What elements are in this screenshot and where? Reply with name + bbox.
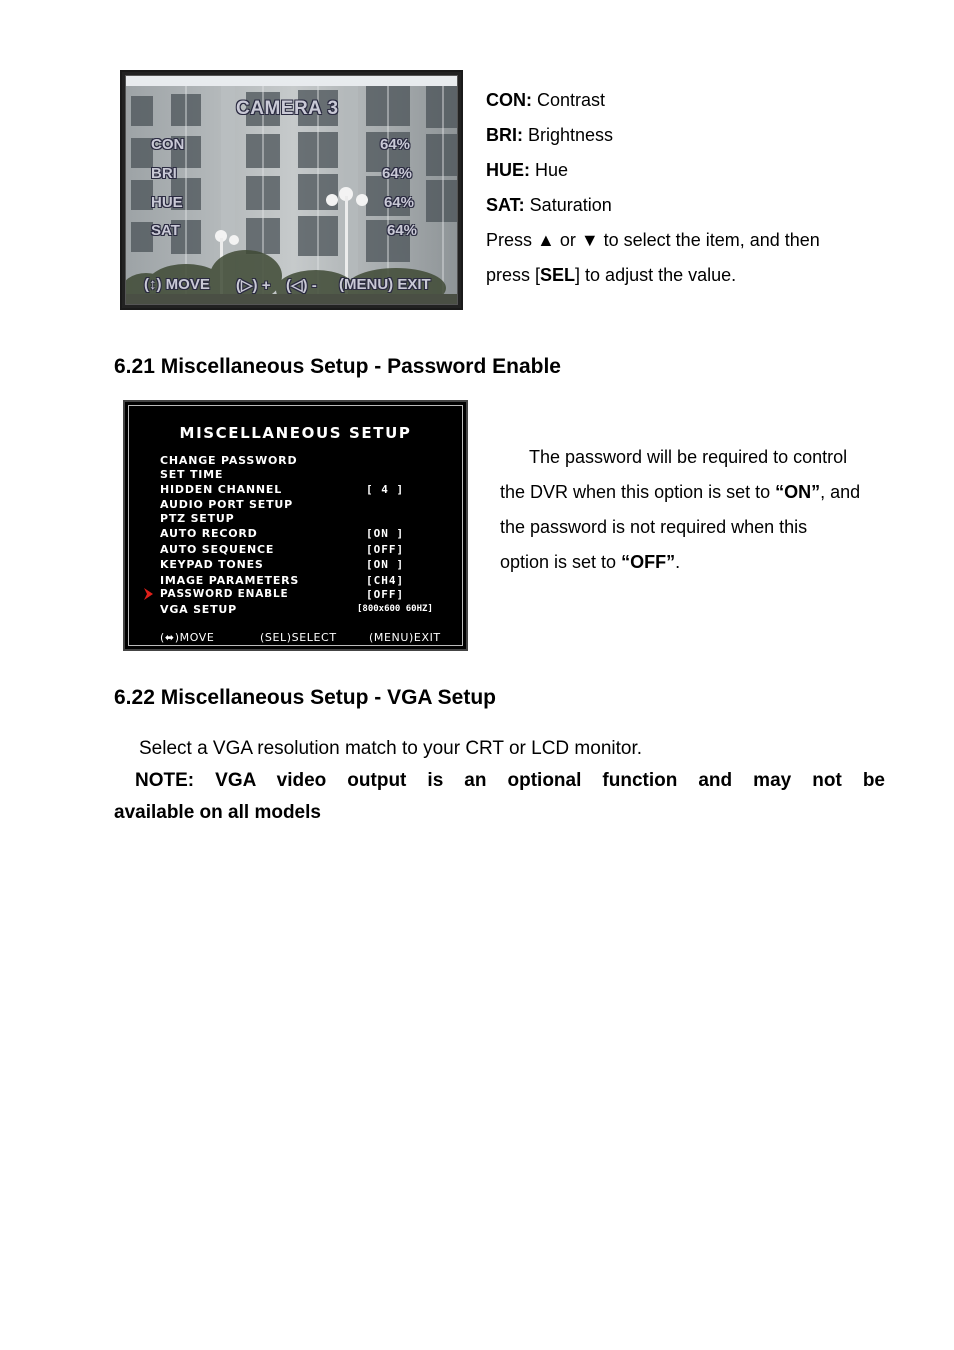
- section-heading-6-22: 6.22 Miscellaneous Setup - VGA Setup: [114, 686, 496, 709]
- osd-footer-minus: (◁) -: [286, 277, 317, 294]
- osd-label-sat: SAT: [151, 222, 180, 239]
- description-text: .: [675, 552, 681, 572]
- menu-footer-exit: (MENU)EXIT: [369, 631, 441, 644]
- osd-legend: [486, 83, 926, 293]
- instruction-line-1: Press ▲ or ▼ to select the item, and then: [486, 230, 820, 250]
- legend-text: Hue: [530, 160, 569, 180]
- menu-value-image-parameters: [CH4]: [366, 574, 405, 587]
- vga-paragraph: Select a VGA resolution match to your CRT or LCD monitor.: [139, 738, 643, 759]
- description-text: the DVR when this option is set to: [500, 482, 776, 502]
- on-keyword: “ON”: [775, 482, 821, 502]
- misc-setup-menu-screenshot: [123, 400, 468, 651]
- menu-item-image-parameters: IMAGE PARAMETERS: [160, 574, 300, 587]
- password-enable-description: [500, 440, 920, 580]
- osd-value-hue: 64%: [384, 194, 415, 211]
- legend-key: SAT:: [486, 195, 525, 215]
- osd-value-sat: 64%: [387, 222, 418, 239]
- camera-title: CAMERA 3: [236, 98, 339, 119]
- description-line-3: the password is not required when this: [500, 517, 808, 537]
- menu-item-hidden-channel: HIDDEN CHANNEL: [160, 483, 283, 496]
- off-keyword: “OFF”: [621, 552, 676, 572]
- selection-arrow-icon: [143, 587, 155, 601]
- legend-con: [486, 83, 926, 118]
- camera-osd-screenshot: [120, 70, 463, 310]
- legend-key: CON:: [486, 90, 532, 110]
- vga-note-line-2: available on all models: [114, 802, 321, 823]
- legend-text: Contrast: [532, 90, 606, 110]
- menu-item-change-password: CHANGE PASSWORD: [160, 454, 298, 467]
- osd-value-con: 64%: [380, 136, 411, 153]
- description-line-4: [500, 545, 920, 580]
- osd-footer-exit: (MENU) EXIT: [339, 276, 431, 293]
- misc-setup-menu: [128, 405, 463, 646]
- osd-label-hue: HUE: [151, 194, 183, 211]
- section-heading-6-21: 6.21 Miscellaneous Setup - Password Enable: [114, 355, 561, 378]
- legend-key: BRI:: [486, 125, 523, 145]
- menu-value-hidden-channel: [ 4 ]: [366, 483, 405, 496]
- osd-footer-move: (↕) MOVE: [144, 276, 210, 293]
- sel-key: SEL: [540, 265, 576, 285]
- menu-footer-select: (SEL)SELECT: [260, 631, 337, 644]
- instruction-text: ] to adjust the value.: [575, 265, 737, 285]
- menu-item-keypad-tones: KEYPAD TONES: [160, 558, 264, 571]
- description-text: option is set to: [500, 552, 622, 572]
- legend-bri: [486, 118, 926, 153]
- camera-osd-view: [125, 75, 458, 305]
- legend-hue: [486, 153, 926, 188]
- menu-footer-move: (⬌)MOVE: [160, 631, 215, 644]
- description-text: , and: [820, 482, 861, 502]
- osd-footer-plus: (▷) +: [236, 277, 271, 294]
- menu-value-keypad-tones: [ON ]: [366, 558, 405, 571]
- vga-note-line-1: NOTE: VGA video output is an optional function and may not be: [135, 770, 885, 791]
- menu-item-vga-setup: VGA SETUP: [160, 603, 238, 616]
- menu-value-password-enable: [OFF]: [366, 588, 405, 601]
- legend-text: Saturation: [524, 195, 612, 215]
- instruction-line-2: [486, 258, 926, 293]
- description-line-1: The password will be required to control: [529, 447, 848, 467]
- menu-value-auto-record: [ON ]: [366, 527, 405, 540]
- menu-item-set-time: SET TIME: [160, 468, 224, 481]
- osd-value-bri: 64%: [382, 165, 413, 182]
- legend-key: HUE:: [486, 160, 530, 180]
- menu-title: MISCELLANEOUS SETUP: [179, 424, 412, 442]
- menu-item-auto-sequence: AUTO SEQUENCE: [160, 543, 275, 556]
- menu-item-ptz-setup: PTZ SETUP: [160, 512, 235, 525]
- menu-value-vga-setup: [800x600 60HZ]: [357, 604, 433, 614]
- legend-text: Brightness: [523, 125, 614, 145]
- menu-item-auto-record: AUTO RECORD: [160, 527, 258, 540]
- legend-sat: [486, 188, 926, 223]
- menu-item-password-enable: PASSWORD ENABLE: [160, 588, 289, 600]
- osd-label-bri: BRI: [151, 165, 177, 182]
- menu-item-audio-port-setup: AUDIO PORT SETUP: [160, 498, 293, 511]
- osd-label-con: CON: [151, 136, 185, 153]
- description-line-2: [500, 475, 920, 510]
- menu-value-auto-sequence: [OFF]: [366, 543, 405, 556]
- instruction-text: press [: [486, 265, 541, 285]
